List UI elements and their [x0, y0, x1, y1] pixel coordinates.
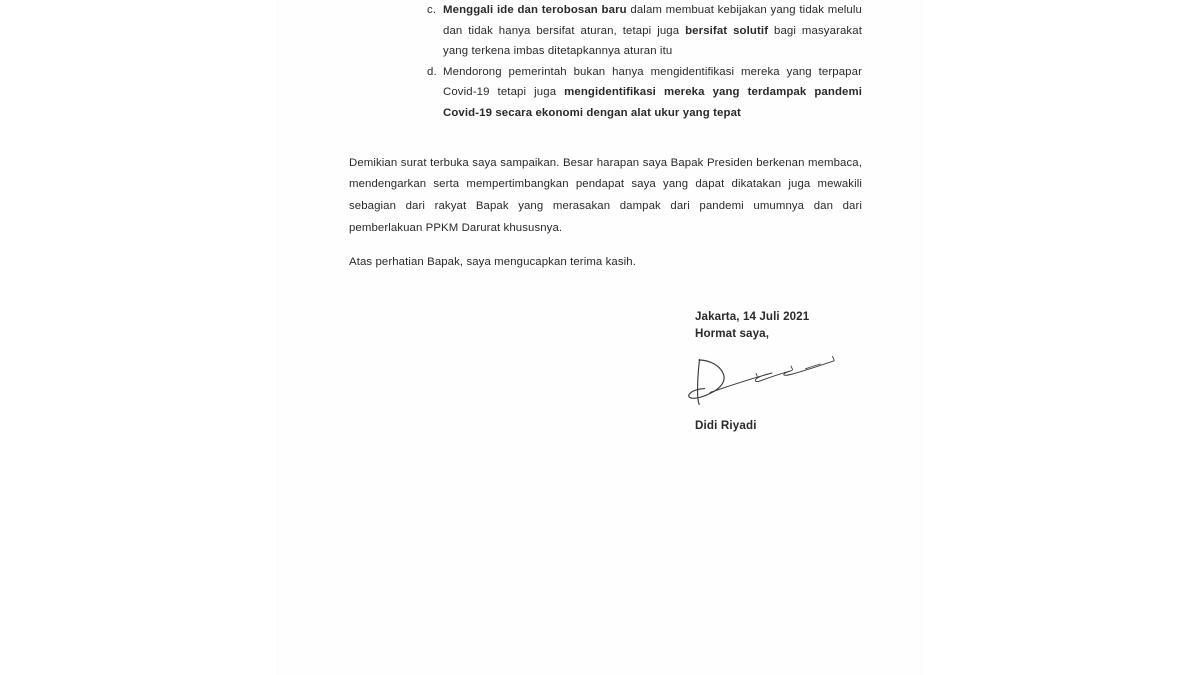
list-item-c-run-0: Menggali ide dan terobosan baru: [443, 4, 627, 16]
list-marker-d: d.: [427, 65, 437, 78]
document-page: [278, 0, 921, 675]
signer-name: Didi Riyadi: [695, 419, 757, 432]
list-item: [349, 0, 862, 62]
list-item-d-run-0: Mendorong pemerintah bukan hanya mengidentifikasi mereka yang terpapar Covid-19 tetapi juga: [443, 65, 862, 99]
closing-paragraph-2: Atas perhatian Bapak, saya mengucapkan terima kasih.: [349, 255, 636, 268]
place-and-date: Jakarta, 14 Juli 2021: [695, 310, 810, 323]
list-item-c-run-2: bersifat solutif: [685, 24, 769, 37]
handwritten-signature-icon: [686, 352, 846, 414]
numbered-list: [349, 0, 862, 124]
list-item-d-run-1: mengidentifikasi mereka yang terdampak pandemi Covid-19 secara ekonomi dengan alat ukur yang tepat: [443, 86, 863, 119]
document-text-body: [349, 0, 862, 274]
closing-salutation: Hormat saya,: [695, 326, 770, 340]
list-item-c-run-3: bagi masyarakat yang terkena imbas ditetapkannya aturan itu: [443, 24, 862, 58]
list-marker-c: c.: [427, 4, 437, 16]
spacer: [349, 124, 862, 153]
signature-block: [695, 309, 921, 342]
list-item-c-run-1: dalam membuat kebijakan yang tidak melulu dan tidak hanya bersifat aturan, tetapi juga: [443, 4, 862, 37]
closing-paragraph-1: Demikian surat terbuka saya sampaikan. Besar harapan saya Bapak Presiden berkenan membaca, mendengarkan serta mempertimbangkan pendapat saya yang dapat dikatakan juga mewakili sebagian dari rakyat Bapak yang merasakan dampak dari pandemi umumnya dan dari pemberlakuan PPKM Darurat khususnya.: [349, 156, 862, 234]
list-item: [349, 62, 862, 124]
spacer: [349, 240, 862, 252]
